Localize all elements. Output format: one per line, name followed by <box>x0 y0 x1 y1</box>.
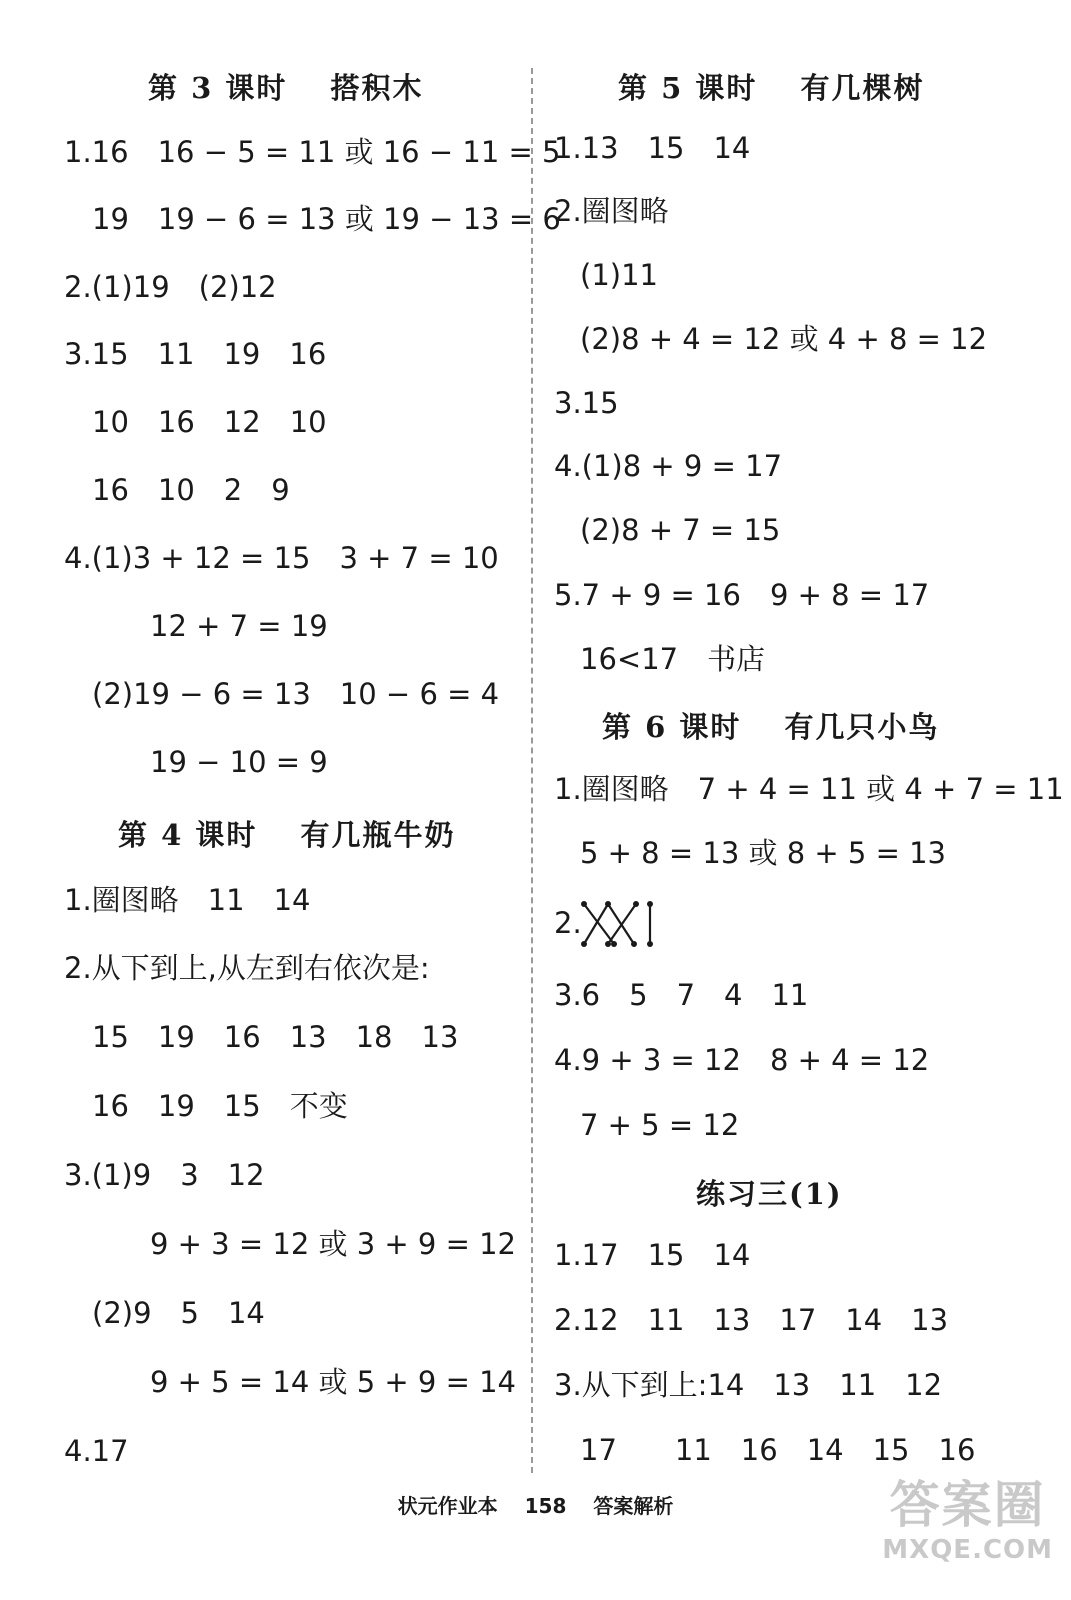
answer-line: 3.从下到上:14 13 11 12 <box>554 1368 943 1402</box>
answer-line: 16 10 2 9 <box>92 473 290 507</box>
lesson-3-heading: 第 3 课时 搭积木 <box>148 71 424 105</box>
answer-line: 1.16 16 − 5 = 11 或 16 − 11 = 5 <box>64 135 561 169</box>
matching-answer <box>554 900 660 950</box>
answer-number: 2. <box>554 906 582 940</box>
answer-line: 9 + 3 = 12 或 3 + 9 = 12 <box>150 1227 516 1261</box>
answer-line: (1)11 <box>580 258 658 292</box>
lesson-5-heading: 第 5 课时 有几棵树 <box>618 71 925 105</box>
lesson-4-heading: 第 4 课时 有几瓶牛奶 <box>118 818 456 852</box>
answer-line: 12 + 7 = 19 <box>150 609 328 643</box>
page-number: 158 <box>524 1494 567 1518</box>
answer-line: (2)8 + 7 = 15 <box>580 513 781 547</box>
section-title: 答案解析 <box>593 1494 674 1518</box>
answer-line: 7 + 5 = 12 <box>580 1108 740 1142</box>
answer-line: 2.12 11 13 17 14 13 <box>554 1303 949 1337</box>
answer-line: 17 11 16 14 15 16 <box>580 1433 976 1467</box>
answer-line: 4.17 <box>64 1434 129 1468</box>
answer-line: (2)19 − 6 = 13 10 − 6 = 4 <box>92 677 500 711</box>
answer-line: 1.圈图略 11 14 <box>64 883 311 917</box>
answer-line: 16 19 15 不变 <box>92 1089 348 1123</box>
answer-line: 1.17 15 14 <box>554 1238 751 1272</box>
answer-line: 2.(1)19 (2)12 <box>64 270 277 304</box>
answer-line: (2)9 5 14 <box>92 1296 265 1330</box>
matching-lines-diagram <box>578 900 660 950</box>
answer-line: 2.从下到上,从左到右依次是: <box>64 951 430 985</box>
lesson-6-heading: 第 6 课时 有几只小鸟 <box>602 710 940 744</box>
answer-line: 4.(1)8 + 9 = 17 <box>554 449 783 483</box>
column-divider <box>531 68 533 1473</box>
answer-line: 4.9 + 3 = 12 8 + 4 = 12 <box>554 1043 930 1077</box>
answer-line: 5.7 + 9 = 16 9 + 8 = 17 <box>554 578 930 612</box>
answer-line: 3.(1)9 3 12 <box>64 1158 265 1192</box>
watermark-url: MXQE.COM <box>882 1535 1053 1565</box>
exercise-3-heading: 练习三(1) <box>696 1177 843 1211</box>
answer-line: 1.圈图略 7 + 4 = 11 或 4 + 7 = 11 <box>554 772 1064 806</box>
answer-line: 10 16 12 10 <box>92 405 327 439</box>
answer-line: 2.圈图略 <box>554 194 669 228</box>
answer-line: (2)8 + 4 = 12 或 4 + 8 = 12 <box>580 322 988 356</box>
answer-line: 3.15 <box>554 386 619 420</box>
book-title: 状元作业本 <box>397 1494 498 1518</box>
answer-line: 19 19 − 6 = 13 或 19 − 13 = 6 <box>92 202 561 236</box>
answer-line: 9 + 5 = 14 或 5 + 9 = 14 <box>150 1365 516 1399</box>
answer-line: 3.6 5 7 4 11 <box>554 978 809 1012</box>
watermark <box>882 1475 1053 1565</box>
answer-line: 4.(1)3 + 12 = 15 3 + 7 = 10 <box>64 541 499 575</box>
answer-line: 15 19 16 13 18 13 <box>92 1020 459 1054</box>
answer-line: 5 + 8 = 13 或 8 + 5 = 13 <box>580 836 946 870</box>
answer-line: 3.15 11 19 16 <box>64 337 327 371</box>
answer-line: 1.13 15 14 <box>554 131 751 165</box>
answer-line: 19 − 10 = 9 <box>150 745 328 779</box>
watermark-logo: 答案圈 <box>889 1476 1046 1534</box>
answer-line: 16<17 书店 <box>580 642 766 676</box>
